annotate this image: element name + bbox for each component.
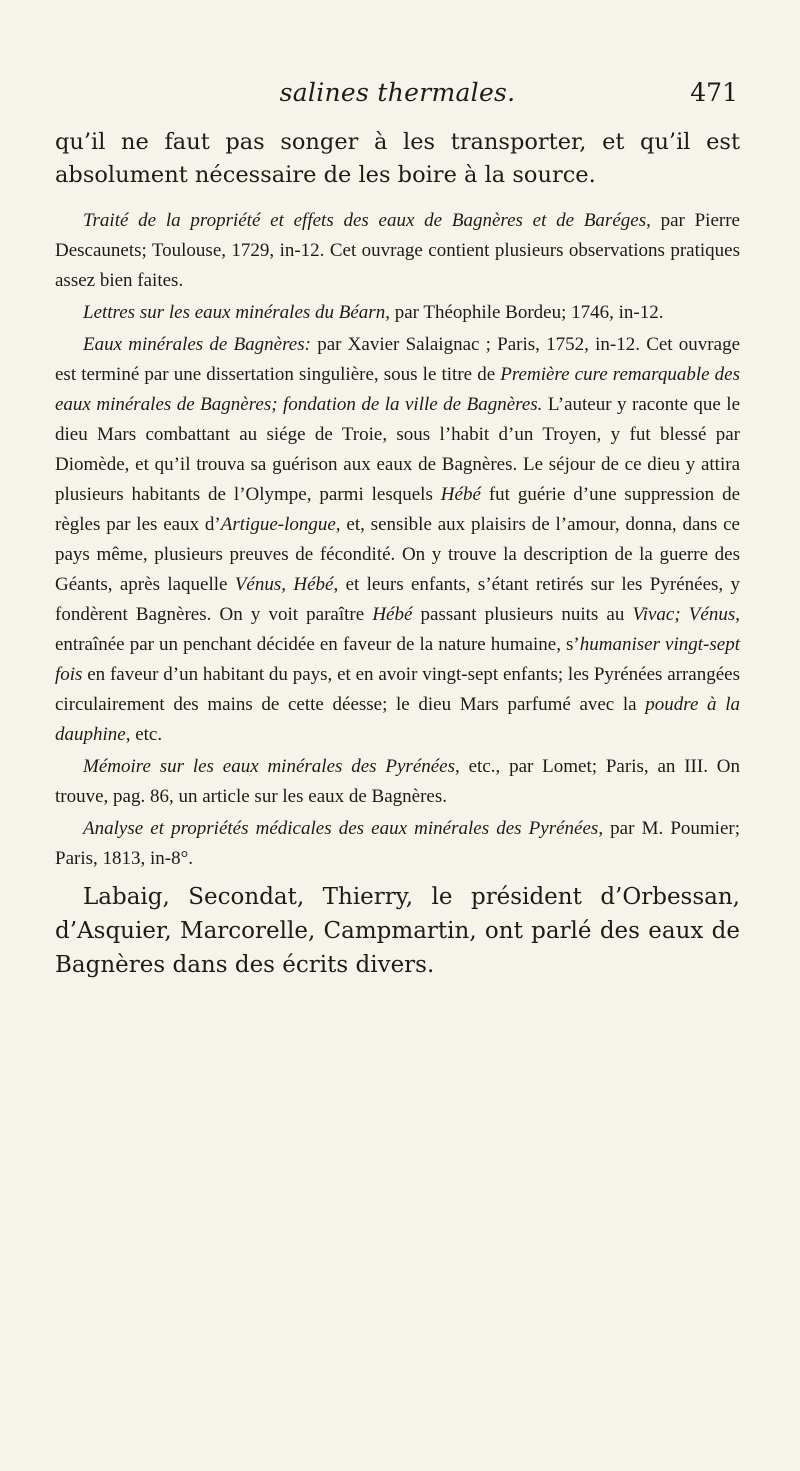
entry-text: , et leurs enfants, s’étant retirés sur les Pyrénées, y fondèrent Bagnères. On y voit paraître — [55, 574, 741, 625]
entry-text: , par Théophile Bordeu; 1746, in-12. — [385, 302, 664, 323]
name-venus-hebe: Vénus, Hébé — [234, 574, 334, 595]
entry-subtitle: Première cure remarquable des eaux minérales de Bagnères; fondation de la ville de Bagnères. — [55, 364, 740, 415]
entry-text: , entraînée par un penchant décidée en faveur de la nature humaine, s’ — [55, 604, 740, 655]
entry-title: Analyse et propriétés médicales des eaux minérales des Pyrénées — [83, 818, 599, 839]
entry-text: , par M. Poumier; Paris, 1813, in-8°. — [55, 818, 741, 869]
lead-paragraph: qu’il ne faut pas songer à les transporter, et qu’il est absolument nécessaire de les boire à la source. — [55, 129, 740, 188]
bibliography-entry-lomet — [55, 752, 740, 812]
bibliography-entry-bordeu — [55, 298, 740, 328]
phrase-poudre: poudre à la dauphine — [55, 694, 740, 745]
entry-text: passant plusieurs nuits au — [412, 604, 633, 625]
entry-text: L’auteur y raconte que le dieu Mars combattant au siége de Troie, sous l’habit d’un Troyen, y fut blessé par Diomède, et qu’il trouva sa guérison aux eaux de Bagnères. Le séjour de ce dieu y attira plusieurs habitants de l’Olympe, parmi lesquels — [55, 394, 741, 505]
entry-text: , par Pierre Descaunets; Toulouse, 1729, in-12. Cet ouvrage contient plusieurs observations pratiques assez bien faites. — [55, 210, 740, 291]
bibliography-entry-poumier — [55, 814, 740, 874]
entry-text: , etc. — [125, 724, 163, 745]
phrase-humaniser: humaniser vingt-sept fois — [55, 634, 740, 685]
entry-title: Eaux minérales de Bagnères: — [83, 334, 311, 355]
entry-title: Traité de la propriété et effets des eaux de Bagnères et de Baréges — [83, 210, 647, 231]
name-hebe-second: Hébé — [372, 604, 413, 625]
entry-text: , etc., par Lomet; Paris, an III. On trouve, pag. 86, un article sur les eaux de Bagnères. — [55, 756, 740, 807]
page-number: 471 — [690, 78, 738, 107]
entry-text: , et, sensible aux plaisirs de l’amour, donna, dans ce pays même, plusieurs preuves de fécondité. On y trouve la description de la guerre des Géants, après laquelle — [55, 514, 740, 595]
entry-text: fut guérie d’une suppression de règles par les eaux d’ — [55, 484, 741, 535]
closing-paragraph: Labaig, Secondat, Thierry, le président d’Orbessan, d’Asquier, Marcorelle, Campmartin, ont parlé des eaux de Bagnères dans des écrits divers. — [55, 884, 740, 978]
name-artigue-longue: Artigue-longue — [220, 514, 336, 535]
name-vivac-venus: Vivac; Vénus — [632, 604, 736, 625]
bibliography-entry-descaunets — [55, 206, 740, 296]
entry-title: Mémoire sur les eaux minérales des Pyrénées — [83, 756, 456, 777]
name-hebe: Hébé — [440, 484, 481, 505]
bibliography-entry-salaignac — [55, 330, 740, 750]
entry-text: en faveur d’un habitant du pays, et en avoir vingt-sept enfants; les Pyrénées arrangées circulairement des mains de cette déesse; le dieu Mars parfumé avec la — [55, 664, 740, 715]
entry-text: par Xavier Salaignac ; Paris, 1752, in-12. Cet ouvrage est terminé par une dissertation singulière, sous le titre de — [55, 334, 740, 385]
running-title: salines thermales. — [279, 78, 516, 107]
entry-title: Lettres sur les eaux minérales du Béarn — [83, 302, 386, 323]
page-header — [55, 78, 740, 122]
